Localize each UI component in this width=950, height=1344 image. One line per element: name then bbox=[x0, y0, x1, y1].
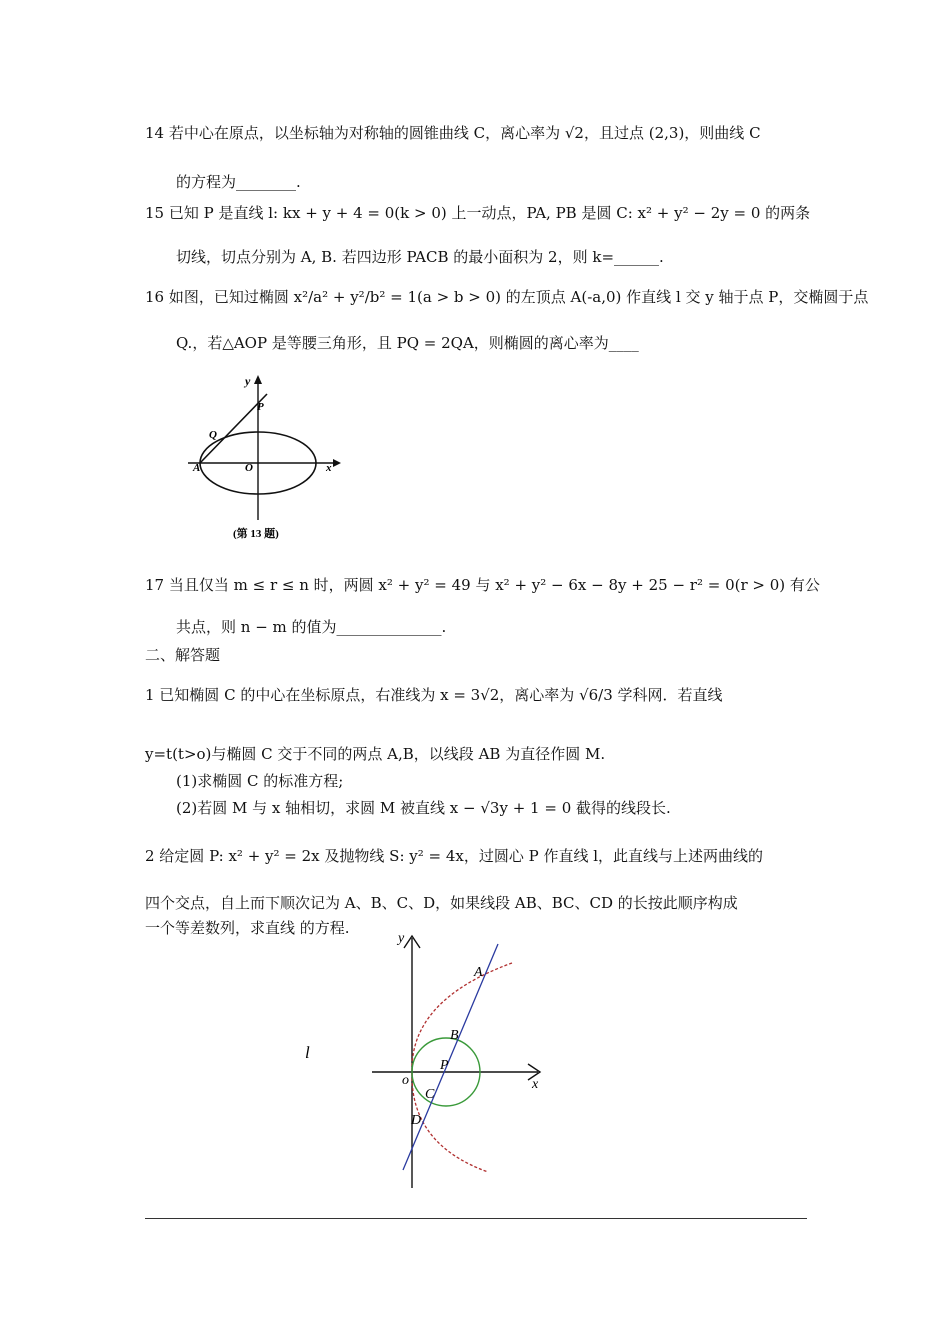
label-p: P bbox=[257, 401, 264, 413]
p1-part2: (2)若圆 M 与 x 轴相切，求圆 M 被直线 x − √3y + 1 = 0 截得的线段长. bbox=[176, 799, 671, 817]
label-a: A bbox=[193, 462, 201, 474]
label-x: x bbox=[532, 1077, 539, 1092]
label-c: C bbox=[425, 1087, 435, 1102]
p1-line1: 1 已知椭圆 C 的中心在坐标原点，右准线为 x = 3√2，离心率为 √6/3 学科网．若直线 bbox=[145, 686, 723, 704]
line-l bbox=[403, 944, 498, 1170]
section-title: 二、解答题 bbox=[145, 646, 221, 664]
footer-rule bbox=[145, 1218, 807, 1219]
q17-line2: 共点，则 n − m 的值为______________. bbox=[176, 618, 447, 636]
p2-line2: 四个交点，自上而下顺次记为 A、B、C、D，如果线段 AB、BC、CD 的长按此顺序构成 bbox=[145, 894, 738, 912]
q16-line1: 16 如图，已知过椭圆 x²/a² + y²/b² = 1(a > b > 0) 的左顶点 A(-a,0) 作直线 l 交 y 轴于点 P，交椭圆于点 bbox=[145, 288, 869, 306]
label-d: D bbox=[411, 1113, 422, 1128]
q17-line1: 17 当且仅当 m ≤ r ≤ n 时，两圆 x² + y² = 49 与 x² + y² − 6x − 8y + 25 − r² = 0(r > 0) 有公 bbox=[145, 576, 820, 594]
q14-line2: 的方程为________. bbox=[176, 173, 301, 191]
label-o: o bbox=[402, 1073, 409, 1088]
y-axis-arrow-icon bbox=[254, 375, 262, 384]
q15-line1: 15 已知 P 是直线 l: kx + y + 4 = 0(k > 0) 上一动点，PA, PB 是圆 C: x² + y² − 2y = 0 的两条 bbox=[145, 204, 811, 222]
ellipse-figure bbox=[185, 370, 345, 545]
label-y: y bbox=[398, 931, 405, 946]
label-p: P bbox=[440, 1058, 449, 1073]
q15-line2: 切线，切点分别为 A, B. 若四边形 PACB 的最小面积为 2，则 k=______. bbox=[176, 248, 664, 266]
q16-line2: Q.，若△AOP 是等腰三角形，且 PQ = 2QA，则椭圆的离心率为____ bbox=[176, 334, 639, 352]
parabola-figure bbox=[300, 930, 560, 1192]
label-b: B bbox=[450, 1028, 459, 1043]
parabola-curve bbox=[412, 963, 512, 1172]
p1-line2: y=t(t>o)与椭圆 C 交于不同的两点 A,B，以线段 AB 为直径作圆 M. bbox=[145, 745, 606, 763]
figure-caption: (第 13 题) bbox=[233, 528, 279, 540]
label-l: l bbox=[305, 1043, 310, 1062]
label-q: Q bbox=[209, 429, 217, 441]
p1-part1: (1)求椭圆 C 的标准方程; bbox=[176, 772, 344, 790]
label-y: y bbox=[245, 374, 251, 388]
p2-line3: 一个等差数列，求直线 的方程. bbox=[145, 919, 350, 937]
x-axis-arrow-icon bbox=[333, 459, 341, 467]
p2-line1: 2 给定圆 P: x² + y² = 2x 及抛物线 S: y² = 4x，过圆心 P 作直线 l，此直线与上述两曲线的 bbox=[145, 847, 764, 865]
q14-line1: 14 若中心在原点，以坐标轴为对称轴的圆锥曲线 C，离心率为 √2，且过点 (2,3)，则曲线 C bbox=[145, 124, 761, 142]
label-a: A bbox=[474, 965, 483, 980]
label-o: O bbox=[245, 462, 253, 474]
label-x: x bbox=[326, 462, 332, 474]
